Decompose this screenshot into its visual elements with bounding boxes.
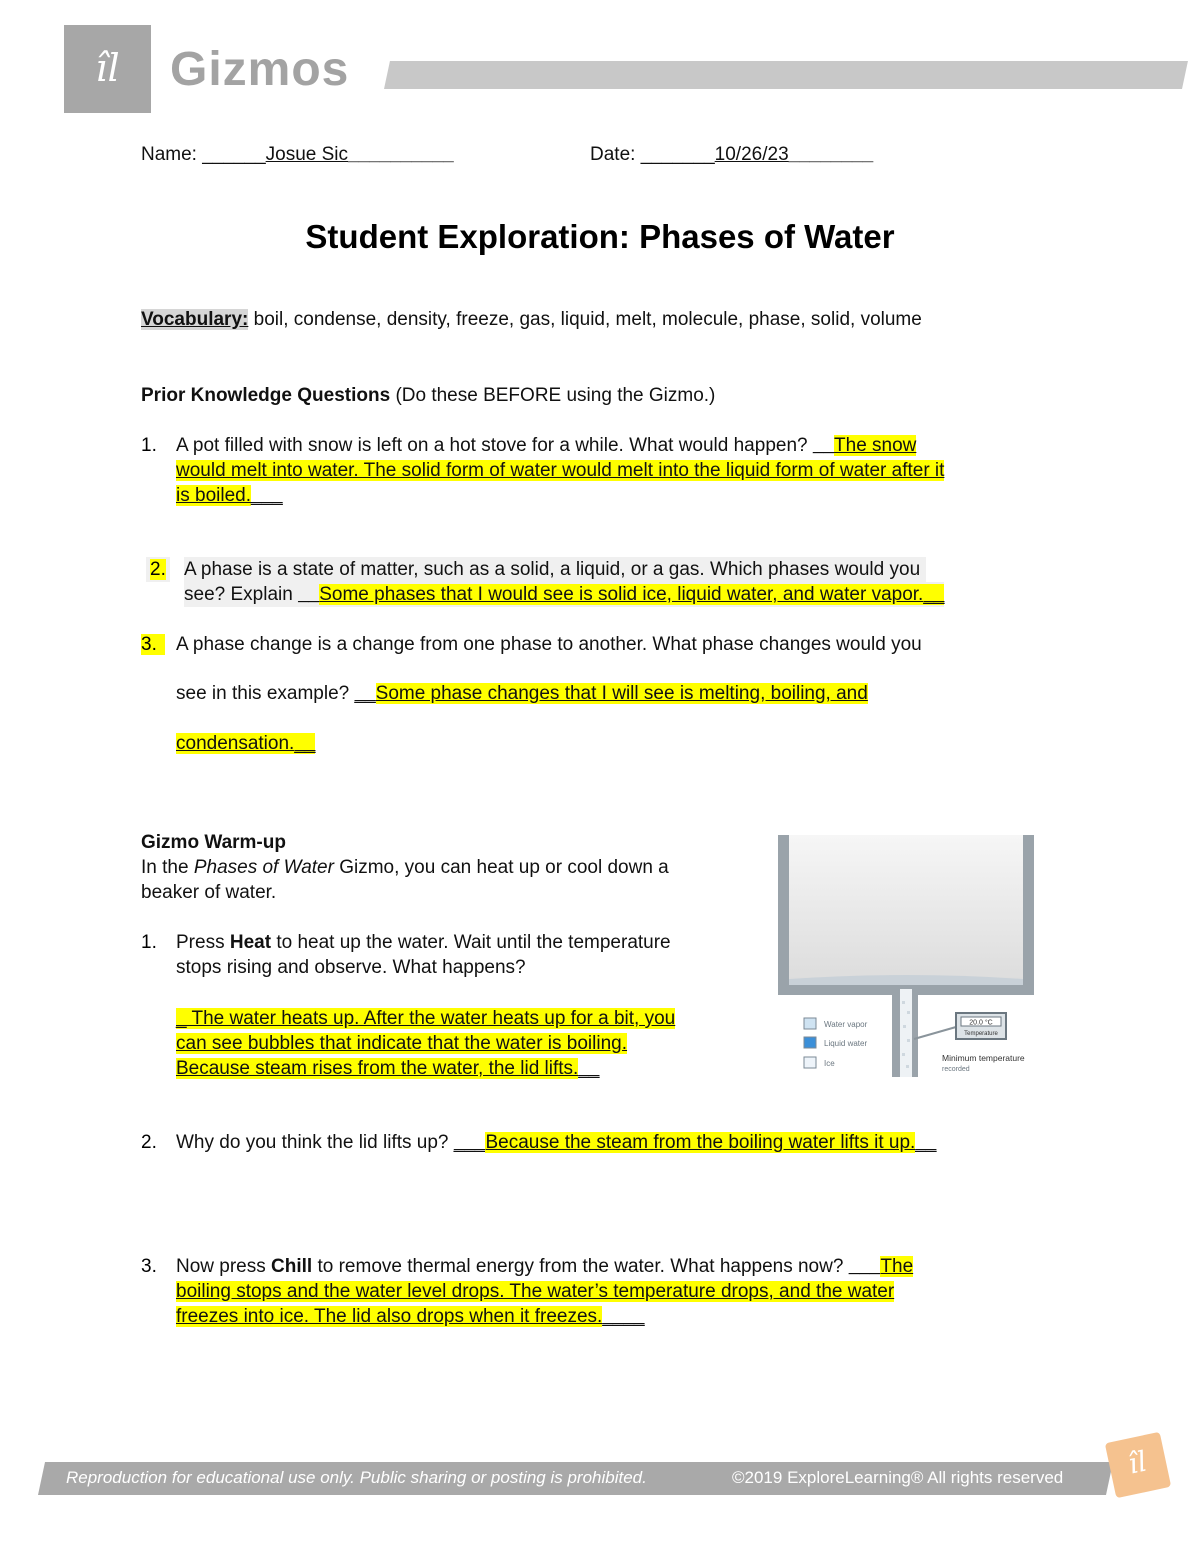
prior-q3-answer-2: condensation. [176, 733, 295, 754]
warmup-q2-question: Why do you think the lid lifts up? [176, 1132, 449, 1153]
date-blank-pre: _______ [640, 144, 715, 165]
name-blank-pre: ______ [202, 144, 266, 165]
warmup-q3-text-b: to remove thermal energy from the water. What happens now? [317, 1256, 844, 1277]
prior-q3-answer-1: Some phase changes that I will see is melting, boiling, and [375, 683, 868, 704]
date-value: 10/26/23 [714, 144, 789, 165]
warmup-intro-1b: Phases of Water [193, 857, 334, 878]
name-line [141, 142, 454, 167]
prior-q1-line2 [176, 458, 944, 483]
warmup-q1-line1 [176, 930, 671, 955]
gizmo-beaker-figure [776, 833, 1036, 1079]
warmup-q3-answer-3: freezes into ice. The lid also drops when it freezes. [176, 1306, 603, 1327]
prior-q3-question-1: A phase change is a change from one phase to another. What phase changes would you [176, 634, 922, 655]
legend-swatch-liquid [804, 1037, 816, 1048]
warmup-q2-number: 2. [141, 1132, 157, 1153]
beaker-illustration [776, 833, 1036, 1079]
prior-q2-question-1: A phase is a state of matter, such as a solid, a liquid, or a gas. Which phases would you [184, 559, 921, 580]
min-temp-label: Minimum temperature [942, 1053, 1025, 1063]
date-label: Date: [590, 144, 636, 165]
warmup-q1-answer-line2 [176, 1031, 627, 1056]
name-blank-post: __________ [348, 144, 454, 165]
prior-q3-number-wrap [141, 632, 165, 657]
prior-q1-line1 [176, 433, 916, 458]
footer-logo [1105, 1432, 1171, 1498]
min-temp-sub: recorded [942, 1066, 970, 1073]
footer-copyright: ©2019 ExploreLearning® All rights reserved [732, 1468, 1064, 1487]
warmup-q1-line2: stops rising and observe. What happens? [176, 957, 526, 978]
prior-q1-line3 [176, 483, 283, 508]
header-band [384, 61, 1188, 89]
prior-note: (Do these BEFORE using the Gizmo.) [395, 385, 716, 406]
warmup-intro-line1 [141, 855, 669, 880]
warmup-q1-text-a: Press [176, 932, 225, 953]
date-line [590, 142, 873, 167]
brand-logo [64, 25, 151, 113]
warmup-intro-1c: Gizmo, you can heat up or cool down a [339, 857, 669, 878]
legend-swatch-vapor [804, 1018, 816, 1029]
prior-q2-blank-pre: __ [298, 584, 320, 605]
warmup-q2-answer: Because the steam from the boiling water lifts it up. [485, 1132, 916, 1153]
footer-logo-mark: îl [1125, 1444, 1150, 1481]
prior-q1-answer-2: would melt into water. The solid form of water would melt into the liquid form of water after it [176, 460, 945, 481]
warmup-q3-line1 [176, 1254, 913, 1279]
warmup-q1-answer-line3 [176, 1056, 599, 1081]
warmup-q3-bold: Chill [271, 1256, 313, 1277]
prior-q2-blank-post: __ [923, 584, 945, 605]
warmup-intro-line2: beaker of water. [141, 882, 277, 903]
warmup-q1-bold: Heat [229, 932, 272, 953]
warmup-intro-1a: In the [141, 857, 189, 878]
readout-label: Temperature [964, 1031, 998, 1037]
prior-q2-number: 2. [150, 559, 166, 580]
vocabulary-terms: boil, condense, density, freeze, gas, liquid, melt, molecule, phase, solid, volume [253, 309, 922, 330]
prior-q3-question-2: see in this example? [176, 683, 350, 704]
warmup-heading: Gizmo Warm-up [141, 832, 286, 853]
warmup-q1-number: 1. [141, 932, 157, 953]
stem-column [900, 989, 912, 1077]
warmup-q3-text-a: Now press [176, 1256, 266, 1277]
warmup-q1-answer-2: can see bubbles that indicate that the water is boiling. [176, 1033, 628, 1054]
logo-mark: îl [95, 46, 120, 90]
prior-q3-blank-post: __ [294, 733, 316, 754]
brand-name: Gizmos [170, 43, 350, 96]
footer-notice: Reproduction for educational use only. Public sharing or posting is prohibited. [66, 1468, 647, 1487]
prior-q1-answer-3: is boiled. [176, 485, 251, 506]
warmup-q3-line3 [176, 1304, 645, 1329]
warmup-q3-blank-pre: ___ [848, 1256, 881, 1277]
warmup-q1-answer-line1 [176, 1006, 675, 1031]
page-title: Student Exploration: Phases of Water [305, 218, 895, 255]
prior-q2-line2 [184, 582, 944, 607]
warmup-q2-blank-post: __ [915, 1132, 937, 1153]
legend-label-ice: Ice [824, 1059, 835, 1068]
prior-q3-number: 3. [141, 634, 165, 655]
prior-q3-line3 [176, 731, 315, 756]
warmup-q3-line2 [176, 1279, 894, 1304]
warmup-q3-blank-post: ____ [602, 1306, 645, 1327]
prior-q1-blank-post: ___ [251, 485, 283, 506]
name-label: Name: [141, 144, 197, 165]
legend-label-liquid: Liquid water [824, 1039, 868, 1048]
prior-q2-number-wrap [146, 557, 170, 582]
beaker-interior [789, 835, 1023, 985]
vocabulary-label: Vocabulary: [141, 309, 249, 330]
legend-swatch-ice [804, 1057, 816, 1068]
prior-q3-line2 [176, 681, 868, 706]
prior-heading: Prior Knowledge Questions [141, 385, 391, 406]
warmup-q2-line [176, 1130, 936, 1155]
warmup-q1-text-b: to heat up the water. Wait until the temperature [276, 932, 671, 953]
prior-q3-line1 [176, 632, 922, 657]
prior-q2-answer: Some phases that I would see is solid ice, liquid water, and water vapor. [319, 584, 924, 605]
readout-pointer [914, 1027, 956, 1039]
readout-value: 20.0 °C [969, 1019, 993, 1027]
prior-q1-question: A pot filled with snow is left on a hot stove for a while. What would happen? [176, 435, 808, 456]
name-value: Josue Sic [265, 144, 349, 165]
prior-q1-answer-1: The snow [834, 435, 917, 456]
prior-q2-line1 [184, 557, 926, 582]
warmup-q2-blank-pre: ___ [453, 1132, 486, 1153]
prior-q1-blank-pre: __ [812, 435, 835, 456]
prior-q2-question-2: see? Explain [184, 584, 293, 605]
warmup-q3-answer-2: boiling stops and the water level drops. The water’s temperature drops, and the water [176, 1281, 895, 1302]
legend-label-vapor: Water vapor [824, 1020, 868, 1029]
prior-heading-line [141, 383, 715, 408]
prior-q3-blank-pre: __ [354, 683, 376, 704]
vocabulary-line [141, 307, 922, 332]
warmup-q1-answer-1: _ The water heats up. After the water heats up for a bit, you [176, 1008, 676, 1029]
warmup-q3-number: 3. [141, 1256, 157, 1277]
warmup-q1-answer-3: Because steam rises from the water, the lid lifts. [176, 1058, 579, 1079]
date-blank-post: ________ [788, 144, 874, 165]
prior-q1-number: 1. [141, 435, 157, 456]
warmup-q1-blank-post: __ [578, 1058, 600, 1079]
warmup-q3-answer-1: The [880, 1256, 914, 1277]
